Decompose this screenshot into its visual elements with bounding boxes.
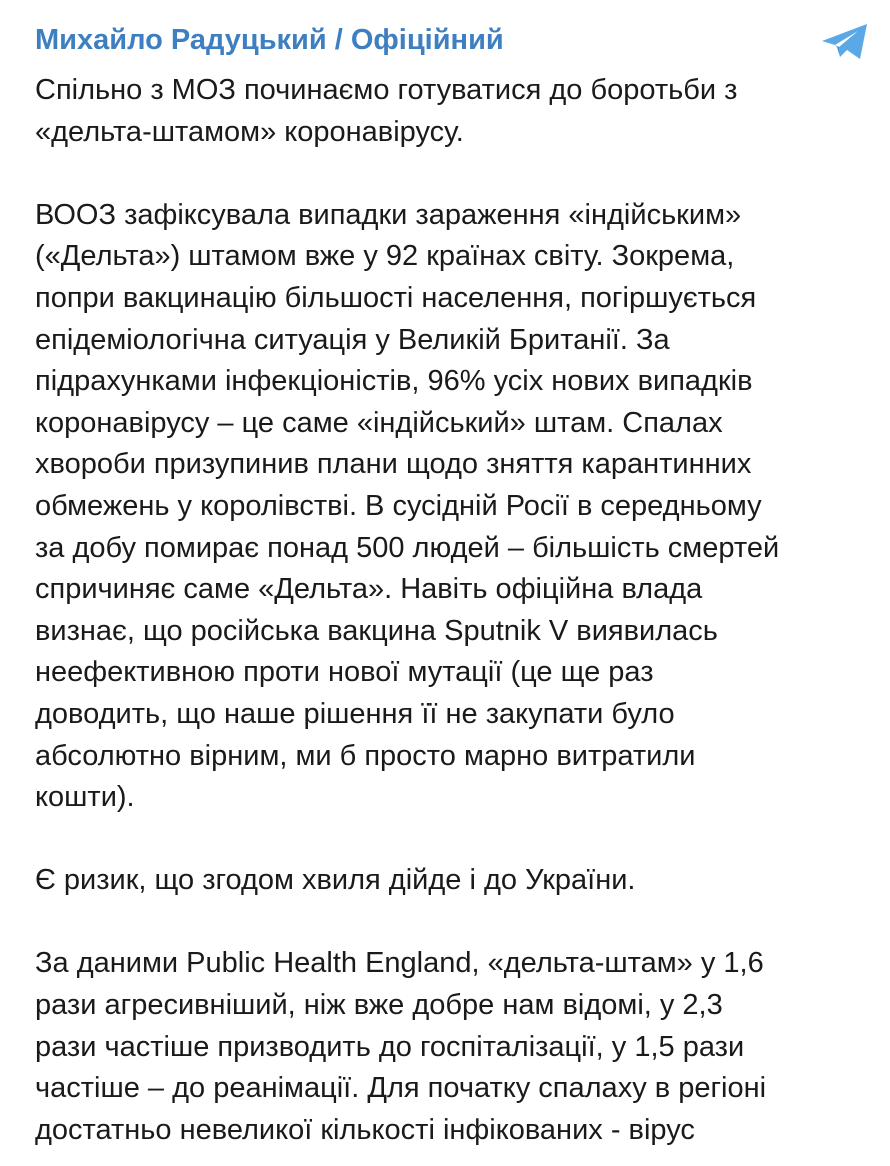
post-body [35,70,875,1166]
telegram-icon[interactable] [820,22,870,62]
text-line: спричиняє саме «Дельта». Навіть офіційна влада [35,573,703,606]
text-line: доводить, що наше рішення її не закупати було [35,697,675,730]
text-line: «дельта-штамом» коронавірусу. [35,115,464,148]
text-line: рази частіше призводить до госпіталізації, у 1,5 рази [35,1030,745,1063]
post-header [35,18,870,62]
text-line: хвороби призупинив плани щодо зняття карантинних [35,448,752,481]
text-line: За даними Public Health England, «дельта-штам» у 1,6 [35,947,764,980]
text-line: попри вакцинацію більшості населення, погіршується [35,281,757,314]
text-line: достатньо невеликої кількості інфікованих - вірус [35,1113,695,1146]
text-line: коронавірусу – це саме «індійський» штам. Спалах [35,406,723,439]
paragraph [35,860,875,902]
text-line: неефективною проти нової мутації (це ще раз [35,656,654,689]
channel-name[interactable]: Михайло Радуцький / Офіційний [35,24,504,56]
text-line: ВООЗ зафіксувала випадки зараження «індійським» [35,198,742,231]
text-line: частіше – до реанімації. Для початку спалаху в регіоні [35,1072,767,1105]
text-line: («Дельта») штамом вже у 92 країнах світу. Зокрема, [35,240,735,273]
text-line: Є ризик, що згодом хвиля дійде і до України. [35,864,636,897]
text-line: обмежень у королівстві. В сусідній Росії в середньому [35,489,762,522]
text-line: кошти). [35,781,135,814]
text-line: за добу помирає понад 500 людей – більшість смертей [35,531,780,564]
text-line: Спільно з МОЗ починаємо готуватися до боротьби з [35,74,738,106]
paragraph [35,195,875,819]
paragraph [35,943,875,1151]
text-line: епідеміологічна ситуація у Великій Британії. За [35,323,670,356]
text-line: абсолютно вірним, ми б просто марно витратили [35,739,696,772]
text-line: підрахунками інфекціоністів, 96% усіх нових випадків [35,365,753,398]
paragraph [35,70,875,153]
text-line: визнає, що російська вакцина Sputnik V виявилась [35,614,718,647]
text-line: рази агресивніший, ніж вже добре нам відомі, у 2,3 [35,989,723,1022]
